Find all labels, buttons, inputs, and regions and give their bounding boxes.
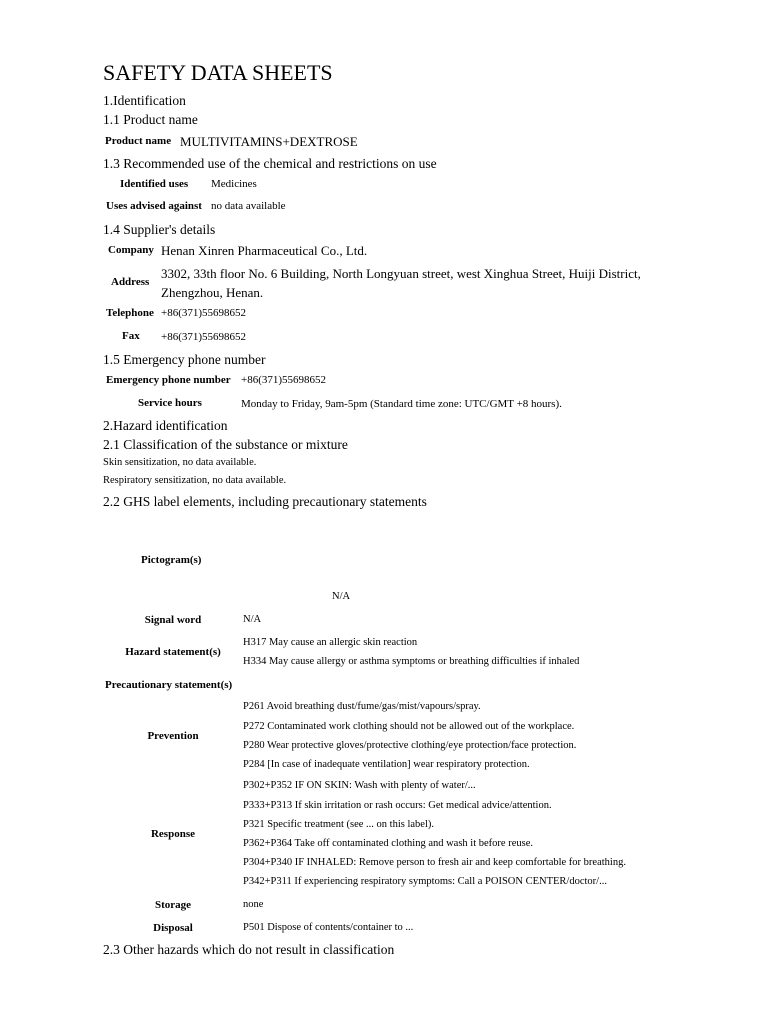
telephone-label: Telephone [106, 307, 154, 319]
section-1-5-heading: 1.5 Emergency phone number [103, 352, 266, 367]
disposal-label: Disposal [153, 922, 193, 934]
document-title: SAFETY DATA SHEETS [103, 60, 333, 85]
section-2-1-heading: 2.1 Classification of the substance or mixture [103, 437, 348, 452]
section-2-3-heading: 2.3 Other hazards which do not result in classification [103, 942, 395, 957]
hazard-statement: H334 May cause allergy or asthma symptoms or breathing difficulties if inhaled [243, 656, 580, 667]
disposal-value: P501 Dispose of contents/container to ... [243, 922, 414, 933]
hazard-statements-label: Hazard statement(s) [125, 646, 221, 658]
address-line-1: 3302, 33th floor No. 6 Building, North Longyuan street, west Xinghua Street, Huiji District, [161, 266, 641, 281]
section-1-heading: 1.Identification [103, 93, 186, 108]
product-name-label: Product name [105, 135, 172, 147]
prevention-statement: P284 [In case of inadequate ventilation] wear respiratory protection. [243, 759, 530, 770]
response-statement: P304+P340 IF INHALED: Remove person to fresh air and keep comfortable for breathing. [243, 857, 626, 868]
pictogram-value: N/A [332, 591, 351, 602]
telephone-value: +86(371)55698652 [161, 307, 247, 319]
section-1-1-heading: 1.1 Product name [103, 112, 198, 127]
prevention-label: Prevention [147, 730, 199, 742]
identified-uses-label: Identified uses [120, 178, 189, 190]
product-name-value: MULTIVITAMINS+DEXTROSE [180, 134, 358, 149]
prevention-statement: P261 Avoid breathing dust/fume/gas/mist/vapours/spray. [243, 701, 481, 712]
hazard-statement: H317 May cause an allergic skin reaction [243, 637, 418, 648]
prevention-statement: P272 Contaminated work clothing should not be allowed out of the workplace. [243, 721, 575, 732]
precautionary-statements-label: Precautionary statement(s) [105, 679, 233, 691]
signal-word-value: N/A [243, 614, 262, 625]
uses-advised-value: no data available [211, 200, 286, 212]
response-statement: P321 Specific treatment (see ... on this label). [243, 819, 434, 830]
response-label: Response [150, 828, 195, 840]
signal-word-label: Signal word [144, 614, 202, 626]
address-label: Address [111, 276, 150, 288]
uses-advised-label: Uses advised against [106, 200, 202, 212]
service-hours-value: Monday to Friday, 9am-5pm (Standard time zone: UTC/GMT +8 hours). [241, 398, 562, 410]
response-statement: P362+P364 Take off contaminated clothing and wash it before reuse. [243, 838, 533, 849]
fax-label: Fax [122, 330, 140, 342]
section-1-3-heading: 1.3 Recommended use of the chemical and restrictions on use [103, 156, 437, 171]
company-label: Company [108, 244, 154, 256]
emergency-phone-value: +86(371)55698652 [241, 374, 327, 386]
address-line-2: Zhengzhou, Henan. [161, 285, 264, 300]
service-hours-label: Service hours [138, 397, 202, 409]
response-statement: P342+P311 If experiencing respiratory symptoms: Call a POISON CENTER/doctor/... [243, 876, 607, 887]
classification-1: Skin sensitization, no data available. [103, 457, 257, 468]
company-value: Henan Xinren Pharmaceutical Co., Ltd. [161, 243, 368, 258]
prevention-statement: P280 Wear protective gloves/protective clothing/eye protection/face protection. [243, 740, 577, 751]
section-2-heading: 2.Hazard identification [103, 418, 228, 433]
classification-2: Respiratory sensitization, no data available. [103, 475, 287, 486]
section-1-4-heading: 1.4 Supplier's details [103, 222, 216, 237]
identified-uses-value: Medicines [211, 178, 257, 190]
section-2-2-heading: 2.2 GHS label elements, including precautionary statements [103, 494, 427, 509]
response-statement: P302+P352 IF ON SKIN: Wash with plenty of water/... [243, 780, 476, 791]
response-statement: P333+P313 If skin irritation or rash occurs: Get medical advice/attention. [243, 800, 552, 811]
emergency-phone-label: Emergency phone number [106, 374, 231, 386]
pictogram-label: Pictogram(s) [141, 554, 202, 566]
storage-value: none [243, 899, 264, 910]
storage-label: Storage [154, 899, 192, 911]
fax-value: +86(371)55698652 [161, 331, 247, 343]
